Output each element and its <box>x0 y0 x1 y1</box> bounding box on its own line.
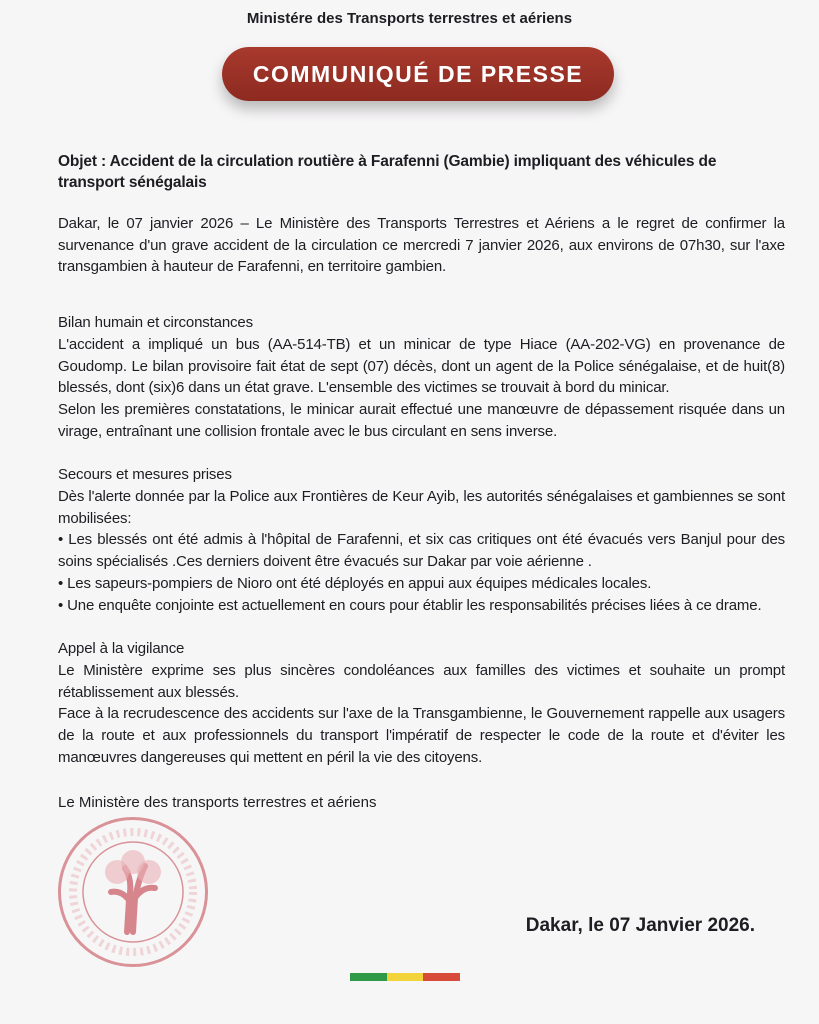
senegal-flag-strip <box>350 973 460 981</box>
press-release-banner: COMMUNIQUÉ DE PRESSE <box>222 47 614 101</box>
official-stamp <box>58 817 208 967</box>
paragraph: Selon les premières constatations, le minicar aurait effectué une manœuvre de dépassement risquée dans un virage, entraînant une collision frontale avec le bus circulant en sens inverse. <box>58 400 785 440</box>
section-heading: Secours et mesures prises <box>58 466 232 484</box>
section-heading: Bilan humain et circonstances <box>58 314 253 332</box>
paragraph: Face à la recrudescence des accidents sur l'axe de la Transgambienne, le Gouvernement rappelle aux usagers de la route et aux professionnels du transport l'impératif de respecter le code de la route et d'éviter les manœuvres dangereuses qui mettent en péril la vie des citoyens. <box>58 705 785 766</box>
flag-yellow <box>387 973 424 981</box>
section-heading: Appel à la vigilance <box>58 640 185 658</box>
bullet-item: • Une enquête conjointe est actuellement en cours pour établir les responsabilités précises liées à ce drame. <box>58 596 762 614</box>
footer <box>58 817 785 967</box>
signature-line: Le Ministère des transports terrestres et aériens <box>58 794 377 812</box>
intro-paragraph <box>58 213 785 278</box>
bullet-item: • Les sapeurs-pompiers de Nioro ont été déployés en appui aux équipes médicales locales. <box>58 574 652 592</box>
section-appel <box>58 638 785 768</box>
section-secours <box>58 464 785 616</box>
bullet-item: • Les blessés ont été admis à l'hôpital de Farafenni, et six cas critiques ont été évacués vers Banjul pour des soins spécialisés .Ces derniers doivent être évacués sur Dakar par voie aérienne . <box>58 531 785 571</box>
paragraph: Dès l'alerte donnée par la Police aux Frontières de Keur Ayib, les autorités sénégalaises et gambiennes se sont mobilisées: <box>58 488 785 527</box>
ministry-header: Ministére des Transports terrestres et aériens <box>246 10 573 27</box>
subject-line: Objet : Accident de la circulation routière à Farafenni (Gambie) impliquant des véhicules de transport sénégalais <box>58 153 717 191</box>
paragraph: L'accident a impliqué un bus (AA-514-TB) et un minicar de type Hiace (AA-202-VG) en provenance de Goudomp. Le bilan provisoire fait état de sept (07) décès, dont un agent de la Police sénégalaise, et de huit(8) blessés, dont (six)6 dans un état grave. L'ensemble des victimes se trouvait à bord du minicar. <box>58 335 785 397</box>
baobab-seal-icon <box>61 820 205 964</box>
flag-green <box>350 973 387 981</box>
section-bilan <box>58 312 785 442</box>
document-date: Dakar, le 07 Janvier 2026. <box>525 915 755 937</box>
intro-text: Dakar, le 07 janvier 2026 – Le Ministère des Transports Terrestres et Aériens a le regret de confirmer la survenance d'un grave accident de la circulation ce mercredi 7 janvier 2026, aux environs de 07h30, sur l'axe transgambien à hauteur de Farafenni, en territoire gambien. <box>58 215 785 276</box>
flag-red <box>423 973 460 981</box>
paragraph: Le Ministère exprime ses plus sincères condoléances aux familles des victimes et souhaite un prompt rétablissement aux blessés. <box>58 661 785 701</box>
